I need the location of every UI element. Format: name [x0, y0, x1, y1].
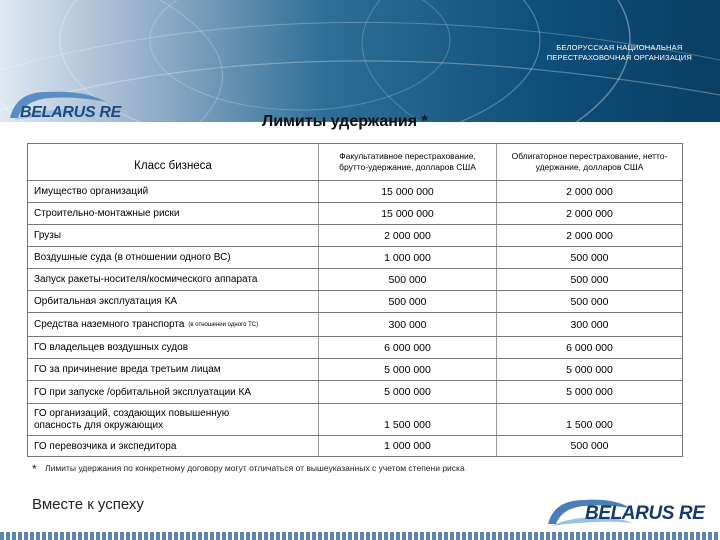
slogan: Вместе к успеху — [32, 496, 144, 513]
table-row — [28, 224, 682, 246]
obligatory-value: 500 000 — [496, 269, 682, 290]
obligatory-value: 5 000 000 — [496, 381, 682, 403]
facultative-value: 2 000 000 — [318, 225, 496, 246]
business-class-cell: Имущество организаций — [34, 186, 149, 197]
business-class-cell: Воздушные суда (в отношении одного ВС) — [34, 252, 231, 263]
org-name-line2: ПЕРЕСТРАХОВОЧНАЯ ОРГАНИЗАЦИЯ — [546, 53, 692, 62]
obligatory-value: 2 000 000 — [496, 181, 682, 202]
footnote — [32, 462, 465, 476]
facultative-value: 5 000 000 — [318, 381, 496, 403]
page-title: Лимиты удержания * — [262, 113, 428, 130]
obligatory-value: 500 000 — [496, 247, 682, 268]
table-row — [28, 336, 682, 358]
footer-logo-text: BELARUS RE — [585, 503, 705, 524]
column-header-facultative: Факультативное перестрахование, брутто-удержание, долларов США — [318, 144, 496, 180]
business-class-cell: Орбитальная эксплуатация КА — [34, 296, 178, 307]
business-class-cell: ГО перевозчика и экспедитора — [34, 440, 177, 452]
bottom-decorative-bar — [0, 532, 720, 540]
obligatory-value: 6 000 000 — [496, 337, 682, 358]
table-row — [28, 358, 682, 380]
business-class-cell: Запуск ракеты-носителя/космического аппарата — [34, 274, 258, 285]
table-row — [28, 435, 682, 456]
facultative-value: 1 000 000 — [318, 436, 496, 456]
facultative-value: 1 000 000 — [318, 247, 496, 268]
business-class-line1: ГО организаций, создающих повышенную — [34, 407, 230, 419]
business-class-cell: ГО за причинение вреда третьим лицам — [34, 364, 221, 375]
business-class-note: (в отношении одного ТС) — [188, 321, 259, 328]
table-header-row — [28, 144, 682, 180]
column-header-obligatory: Облигаторное перестрахование, нетто-удержание, долларов США — [496, 144, 682, 180]
footnote-text: Лимиты удержания по конкретному договору могут отличаться от вышеуказанных с учетом степени риска — [45, 463, 465, 473]
business-class-cell — [28, 313, 318, 336]
facultative-value: 15 000 000 — [318, 181, 496, 202]
table-row — [28, 380, 682, 403]
facultative-value: 15 000 000 — [318, 203, 496, 224]
business-class-cell: Грузы — [34, 230, 62, 241]
table-row — [28, 268, 682, 290]
obligatory-value: 5 000 000 — [496, 359, 682, 380]
table-row — [28, 180, 682, 202]
business-class-cell: ГО при запуске /орбитальной эксплуатации КА — [34, 386, 252, 398]
logo-text: BELARUS RE — [20, 104, 122, 121]
business-class-cell: ГО владельцев воздушных судов — [34, 342, 189, 353]
facultative-value: 5 000 000 — [318, 359, 496, 380]
obligatory-value: 1 500 000 — [496, 404, 682, 435]
column-header-business-class: Класс бизнеса — [134, 160, 212, 172]
facultative-value: 6 000 000 — [318, 337, 496, 358]
business-class-cell: Строительно-монтажные риски — [34, 208, 180, 219]
business-class-cell — [28, 404, 318, 435]
table-row — [28, 312, 682, 336]
obligatory-value: 500 000 — [496, 436, 682, 456]
facultative-value: 300 000 — [318, 313, 496, 336]
table-row — [28, 202, 682, 224]
business-class-line2: опасность для окружающих — [34, 419, 164, 431]
obligatory-value: 300 000 — [496, 313, 682, 336]
obligatory-value: 2 000 000 — [496, 225, 682, 246]
footnote-asterisk: * — [32, 462, 37, 476]
business-class-label: Средства наземного транспорта — [34, 319, 185, 330]
org-name-line1: БЕЛОРУССКАЯ НАЦИОНАЛЬНАЯ — [556, 43, 683, 52]
table-row — [28, 290, 682, 312]
table-row — [28, 403, 682, 435]
retention-limits-table — [27, 143, 683, 457]
facultative-value: 1 500 000 — [318, 404, 496, 435]
facultative-value: 500 000 — [318, 291, 496, 312]
obligatory-value: 2 000 000 — [496, 203, 682, 224]
organization-name — [547, 43, 692, 63]
table-row — [28, 246, 682, 268]
facultative-value: 500 000 — [318, 269, 496, 290]
obligatory-value: 500 000 — [496, 291, 682, 312]
